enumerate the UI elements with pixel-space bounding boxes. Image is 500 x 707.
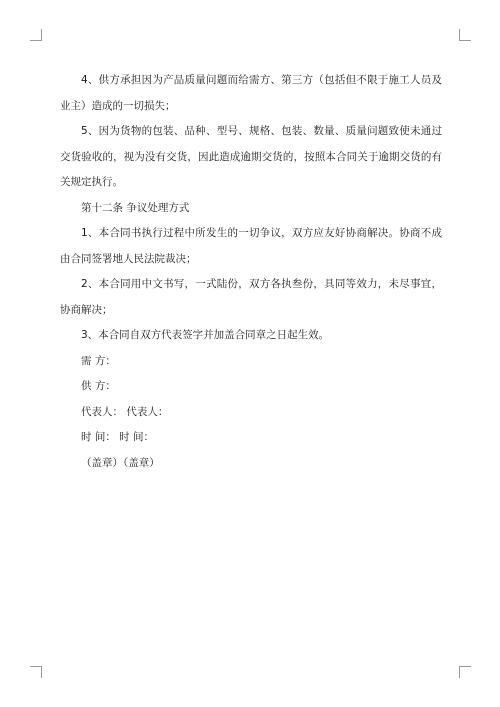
clause-4-paragraph: 4、供方承担因为产品质量问题而给需方、第三方（包括但不限于施工人员及业主）造成的一切损失； <box>60 74 442 112</box>
document-body <box>60 68 442 476</box>
seal-line: （盖章）（盖章） <box>81 456 160 469</box>
corner-mark-top-right <box>459 29 471 41</box>
supplier-signature-line: 供 方： <box>81 380 116 392</box>
dispute-clause-3-paragraph: 3、本合同自双方代表签字并加盖合同章之日起生效。 <box>81 329 330 341</box>
corner-mark-top-left <box>30 29 42 41</box>
dispute-clause-2-paragraph: 2、本合同用中文书写，一式陆份，双方各执叁份，具同等效力，未尽事宜，协商解决； <box>60 278 442 316</box>
buyer-signature-line: 需 方： <box>81 354 116 367</box>
date-signature-line: 时 间： 时 间： <box>81 431 155 443</box>
article-12-heading: 第十二条 争议处理方式 <box>81 201 190 214</box>
corner-mark-bottom-right <box>459 666 471 678</box>
dispute-clause-1-paragraph: 1、本合同书执行过程中所发生的一切争议，双方应友好协商解决。协商不成由合同签署地人民法院裁决； <box>60 227 442 265</box>
corner-mark-bottom-left <box>30 666 42 678</box>
clause-5-paragraph: 5、因为货物的包装、品种、型号、规格、包装、数量、质量问题致使未通过交货验收的，视为没有交货，因此造成逾期交货的，按照本合同关于逾期交货的有关规定执行。 <box>60 125 442 188</box>
representative-signature-line: 代表人： 代表人： <box>81 405 169 418</box>
